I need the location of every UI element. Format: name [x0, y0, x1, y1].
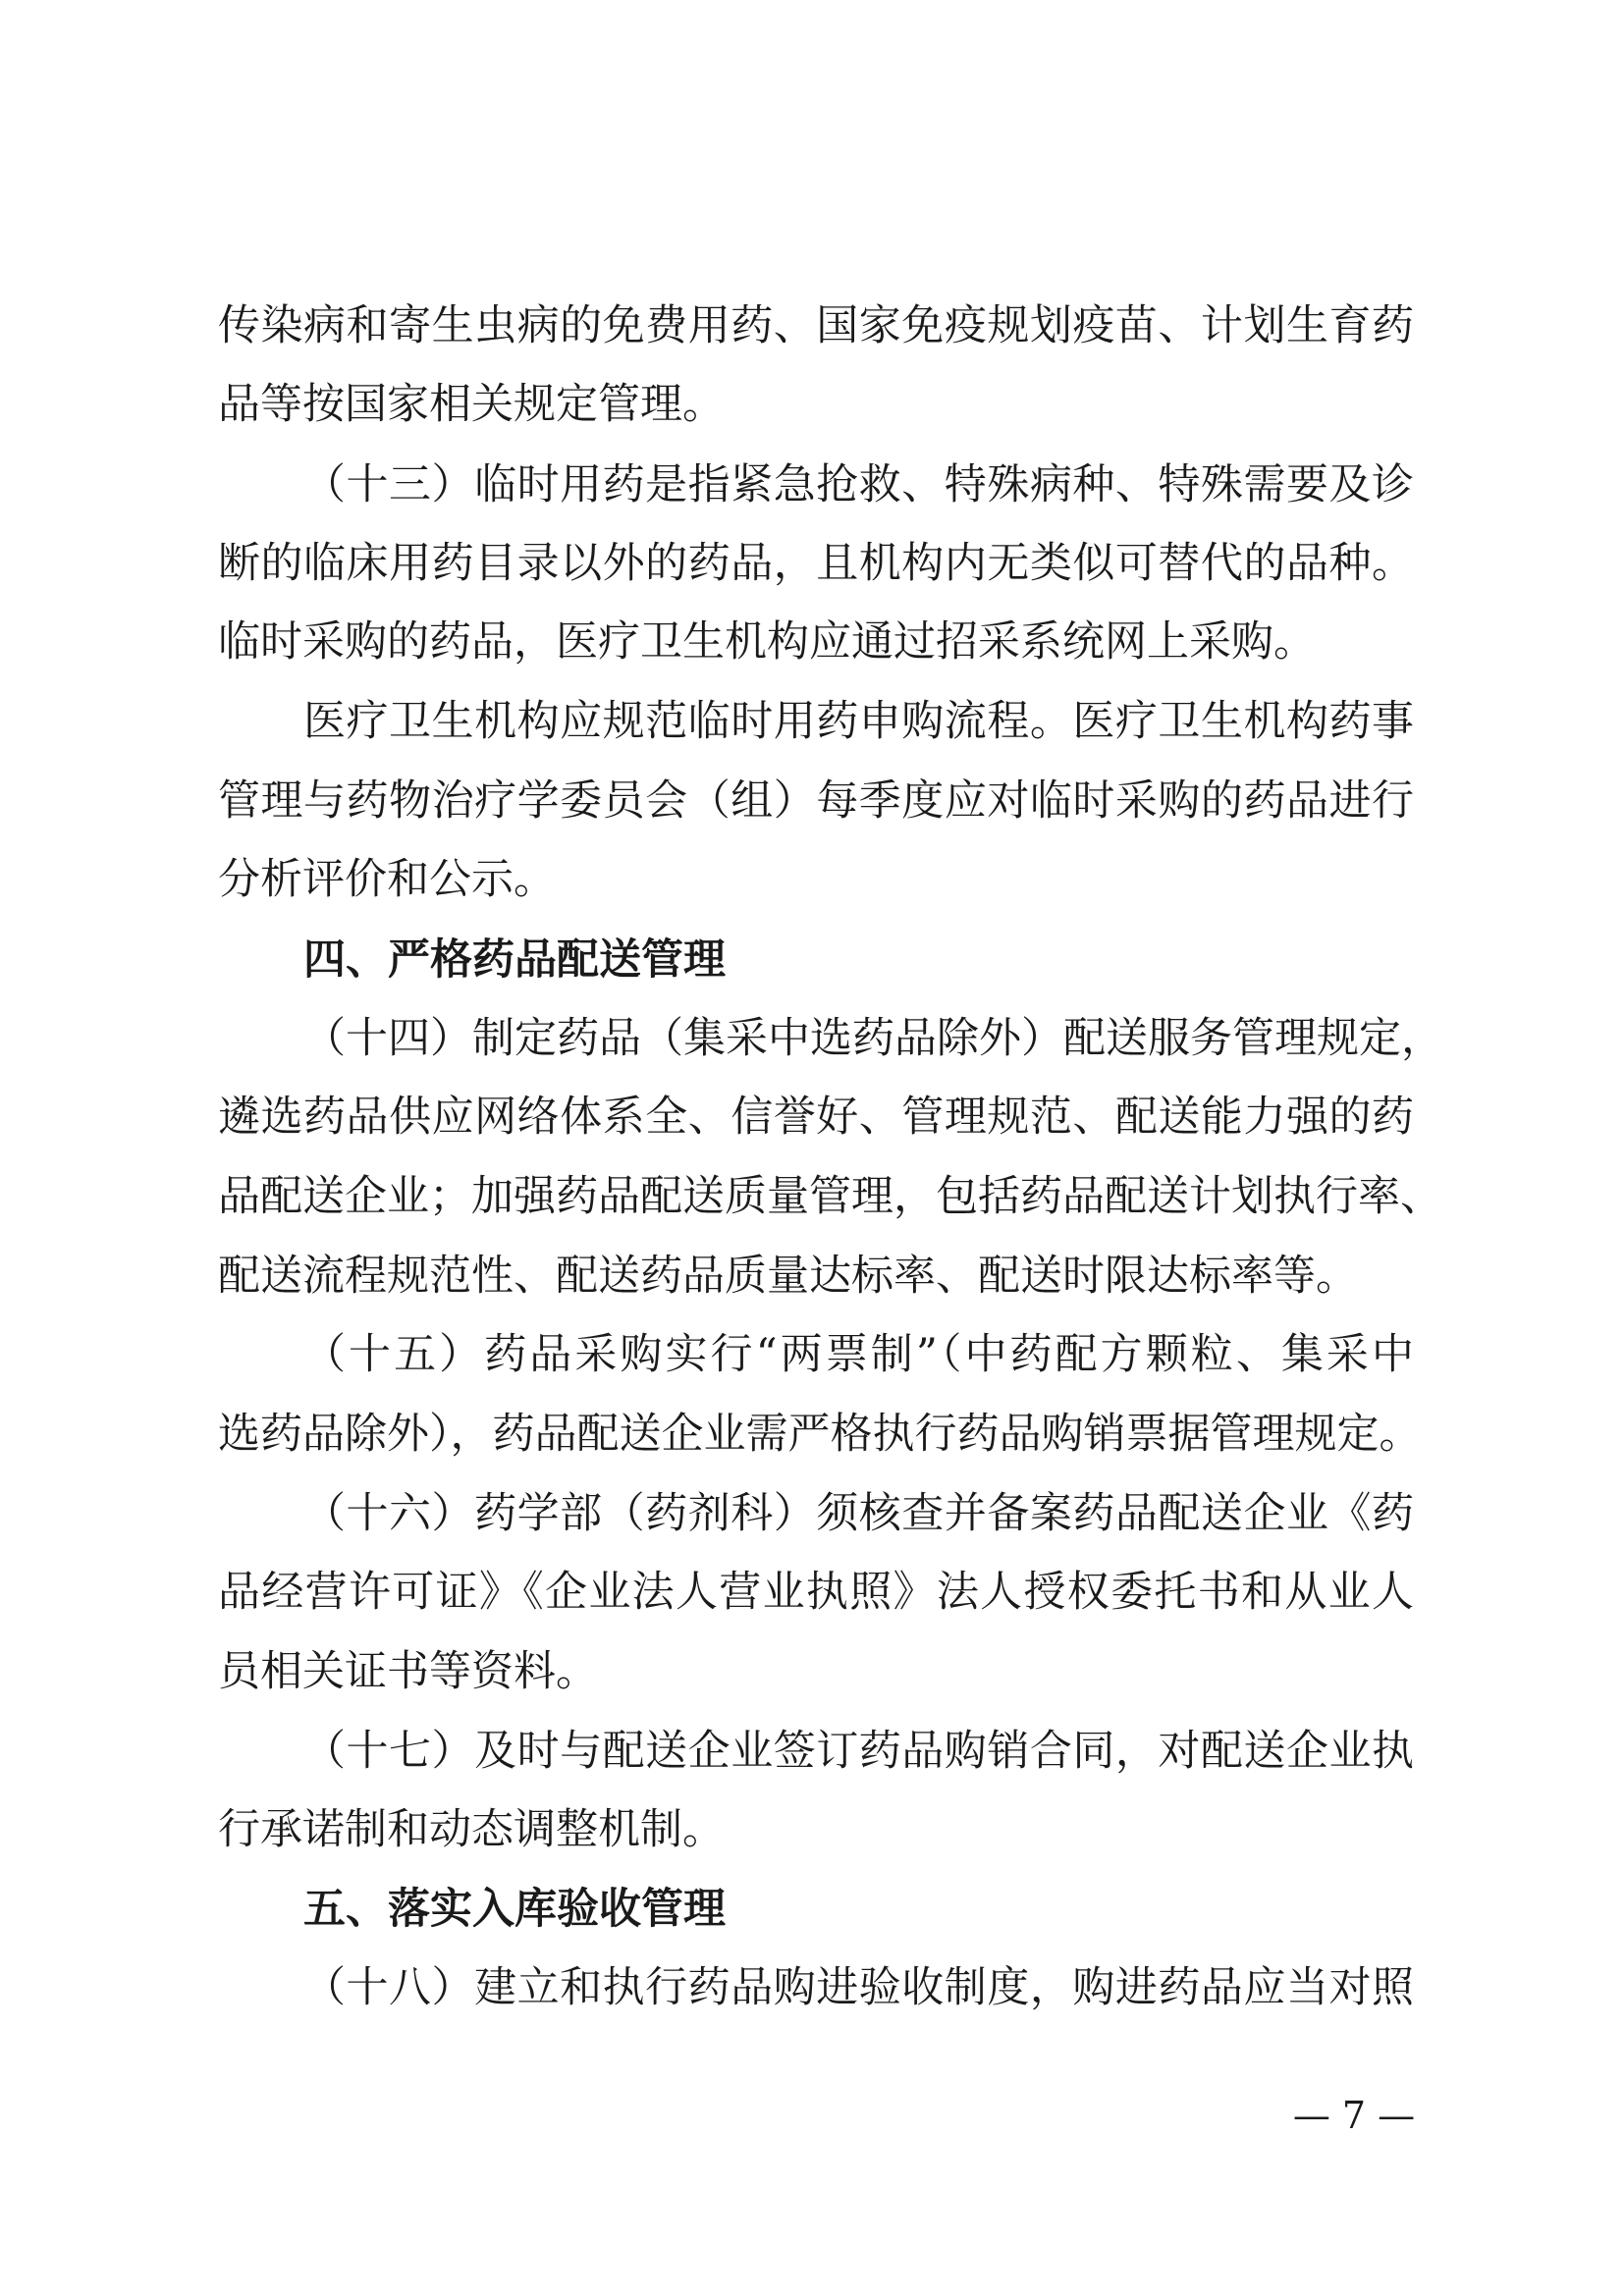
paragraph-17-line-1: （十七）及时与配送企业签订药品购销合同，对配送企业执: [303, 1727, 1414, 1776]
paragraph-14-line-2: 遴选药品供应网络体系全、信誉好、管理规范、配送能力强的药: [218, 1093, 1414, 1142]
paragraph-13-line-1: （十三）临时用药是指紧急抢救、特殊病种、特殊需要及诊: [303, 460, 1414, 509]
paragraph-15-line-1: （十五）药品采购实行“两票制”（中药配方颗粒、集采中: [303, 1330, 1414, 1379]
paragraph-13-line-2: 断的临床用药目录以外的药品，且机构内无类似可替代的品种。: [218, 539, 1414, 588]
paragraph-line-3: 分析评价和公示。: [218, 855, 556, 904]
paragraph-15-line-2: 选药品除外），药品配送企业需严格执行药品购销票据管理规定。: [218, 1410, 1422, 1459]
paragraph-line-2: 管理与药物治疗学委员会（组）每季度应对临时采购的药品进行: [218, 776, 1414, 826]
page-number: — 7 —: [1292, 2094, 1416, 2137]
paragraph-17-line-2: 行承诺制和动态调整机制。: [218, 1805, 725, 1854]
body-line-1: 传染病和寄生虫病的免费用药、国家免疫规划疫苗、计划生育药: [218, 301, 1414, 350]
section-heading-4: 四、严格药品配送管理: [303, 935, 726, 985]
paragraph-14-line-1: （十四）制定药品（集采中选药品除外）配送服务管理规定，: [303, 1014, 1443, 1063]
section-heading-5: 五、落实入库验收管理: [303, 1885, 726, 1934]
paragraph-line-1: 医疗卫生机构应规范临时用药申购流程。医疗卫生机构药事: [303, 697, 1414, 746]
paragraph-13-line-3: 临时采购的药品，医疗卫生机构应通过招采系统网上采购。: [218, 617, 1316, 667]
paragraph-16-line-1: （十六）药学部（药剂科）须核查并备案药品配送企业《药: [303, 1489, 1414, 1538]
paragraph-14-line-4: 配送流程规范性、配送药品质量达标率、配送时限达标率等。: [218, 1252, 1358, 1301]
paragraph-18-line-1: （十八）建立和执行药品购进验收制度，购进药品应当对照: [303, 1963, 1414, 2012]
body-line-2: 品等按国家相关规定管理。: [218, 380, 725, 429]
paragraph-16-line-3: 员相关证书等资料。: [218, 1647, 598, 1696]
paragraph-16-line-2: 品经营许可证》《企业法人营业执照》法人授权委托书和从业人: [218, 1568, 1414, 1617]
paragraph-14-line-3: 品配送企业；加强药品配送质量管理，包括药品配送计划执行率、: [218, 1172, 1442, 1221]
